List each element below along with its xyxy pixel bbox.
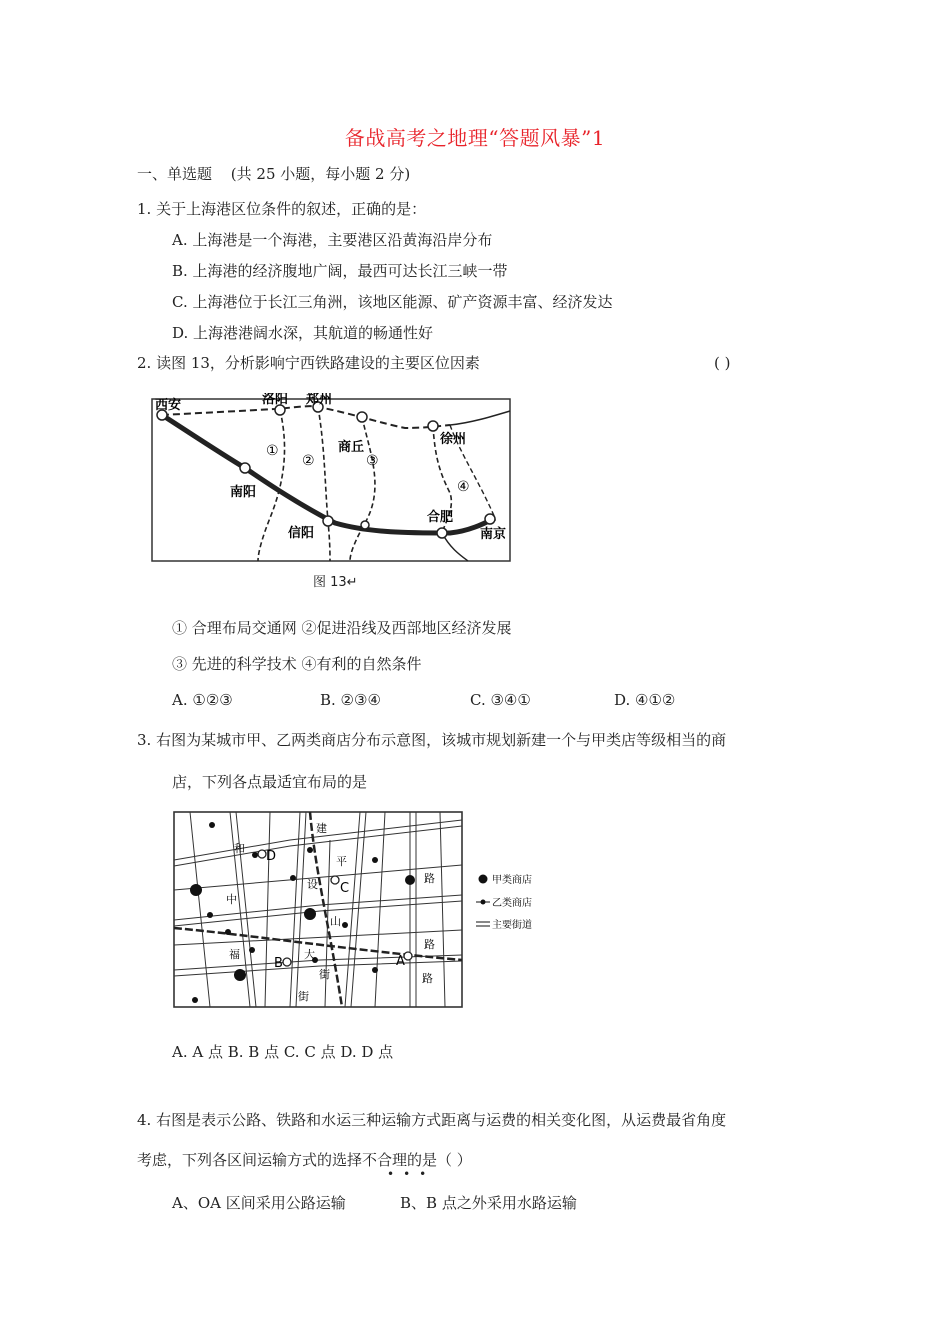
- q2-answer-paren: ( ): [714, 354, 731, 372]
- point-c: C: [340, 881, 350, 896]
- section-info: (共 25 小题，每小题 2 分): [230, 165, 411, 183]
- q1-option-c: C. 上海港位于长江三角洲，该地区能源、矿产资源丰富、经济发达: [172, 293, 613, 311]
- street-char-ping: 平: [336, 855, 347, 868]
- q4-option-a: A、OA 区间采用公路运输: [172, 1194, 346, 1212]
- street-char-shan: 山: [330, 915, 341, 928]
- q3-stem-line-1: 3. 右图为某城市甲、乙两类商店分布示意图，该城市规划新建一个与甲类店等级相当的商: [137, 731, 727, 749]
- q3-stem-line-2: 店，下列各点最适宜布局的是: [172, 773, 368, 791]
- street-char-she: 设: [307, 878, 318, 891]
- street-char-jie-2: 街: [298, 990, 309, 1003]
- shop-map-svg: [170, 810, 545, 1010]
- q1-option-d: D. 上海港港阔水深，其航道的畅通性好: [172, 324, 434, 342]
- route-mark-2: ②: [302, 453, 315, 469]
- q2-factors-line-1: ① 合理布局交通网 ②促进沿线及西部地区经济发展: [172, 619, 512, 637]
- point-d: D: [266, 849, 277, 864]
- emphasis-dots: •••: [387, 1167, 436, 1181]
- street-char-fu: 福: [229, 948, 240, 961]
- q2-stem: 2. 读图 13，分析影响宁西铁路建设的主要区位因素: [137, 354, 480, 372]
- section-heading-text: 一、单选题: [137, 165, 213, 183]
- city-label-xuzhou: 徐州: [440, 432, 467, 447]
- railway-map-svg: [150, 393, 520, 568]
- street-char-lu-1: 路: [424, 872, 435, 885]
- legend-yi: 乙类商店: [492, 898, 532, 909]
- q2-factors-line-2: ③ 先进的科学技术 ④有利的自然条件: [172, 655, 422, 673]
- street-char-zhong: 中: [226, 893, 237, 906]
- figure-13-caption: 图 13↵: [313, 575, 358, 590]
- q2-option-b: B. ②③④: [320, 691, 381, 709]
- city-label-nanyang: 南阳: [230, 485, 257, 500]
- q1-stem: 1. 关于上海港区位条件的叙述，正确的是：: [137, 200, 427, 218]
- street-char-jian: 建: [316, 822, 327, 835]
- legend-street: 主要街道: [492, 920, 532, 931]
- route-mark-3: ③: [366, 453, 379, 469]
- q2-option-a: A. ①②③: [172, 691, 233, 709]
- q4-stem-line-2: 考虑，下列各区间运输方式的选择不合理的是（ ）: [137, 1151, 472, 1169]
- point-b: B: [274, 956, 283, 971]
- street-char-lu-3: 路: [422, 972, 433, 985]
- city-label-hefei: 合肥: [427, 510, 454, 525]
- route-mark-1: ①: [266, 443, 279, 459]
- city-label-shangqiu: 商丘: [338, 440, 365, 455]
- point-a: A: [396, 954, 405, 969]
- shop-map-legend: [476, 873, 532, 931]
- city-label-xian: 西安: [155, 398, 182, 413]
- city-label-xinyang: 信阳: [288, 526, 315, 541]
- city-label-nanjing: 南京: [480, 527, 507, 542]
- q1-option-a: A. 上海港是一个海港，主要港区沿黄海沿岸分布: [172, 231, 493, 249]
- street-char-he: 和: [234, 842, 245, 855]
- legend-jia: 甲类商店: [492, 875, 532, 886]
- street-char-lu-2: 路: [424, 938, 435, 951]
- q4-option-b: B、B 点之外采用水路运输: [400, 1194, 577, 1212]
- street-char-jie-1: 街: [319, 968, 330, 981]
- q4-stem-line-1: 4. 右图是表示公路、铁路和水运三种运输方式距离与运费的相关变化图，从运费最省角度: [137, 1111, 727, 1129]
- street-char-da: 大: [304, 948, 315, 961]
- route-mark-4: ④: [457, 479, 470, 495]
- page-title: 备战高考之地理“答题风暴”1: [344, 126, 606, 150]
- q2-option-c: C. ③④①: [470, 691, 531, 709]
- city-label-luoyang: 洛阳: [262, 393, 289, 407]
- q2-option-d: D. ④①②: [614, 691, 676, 709]
- shop-map-figure: [170, 810, 545, 1010]
- city-label-zhengzhou: 郑州: [306, 393, 333, 407]
- q1-option-b: B. 上海港的经济腹地广阔，最西可达长江三峡一带: [172, 262, 508, 280]
- section-heading: [137, 164, 410, 184]
- q3-options: A. A 点 B. B 点 C. C 点 D. D 点: [172, 1043, 394, 1061]
- railway-map-figure: [150, 393, 520, 568]
